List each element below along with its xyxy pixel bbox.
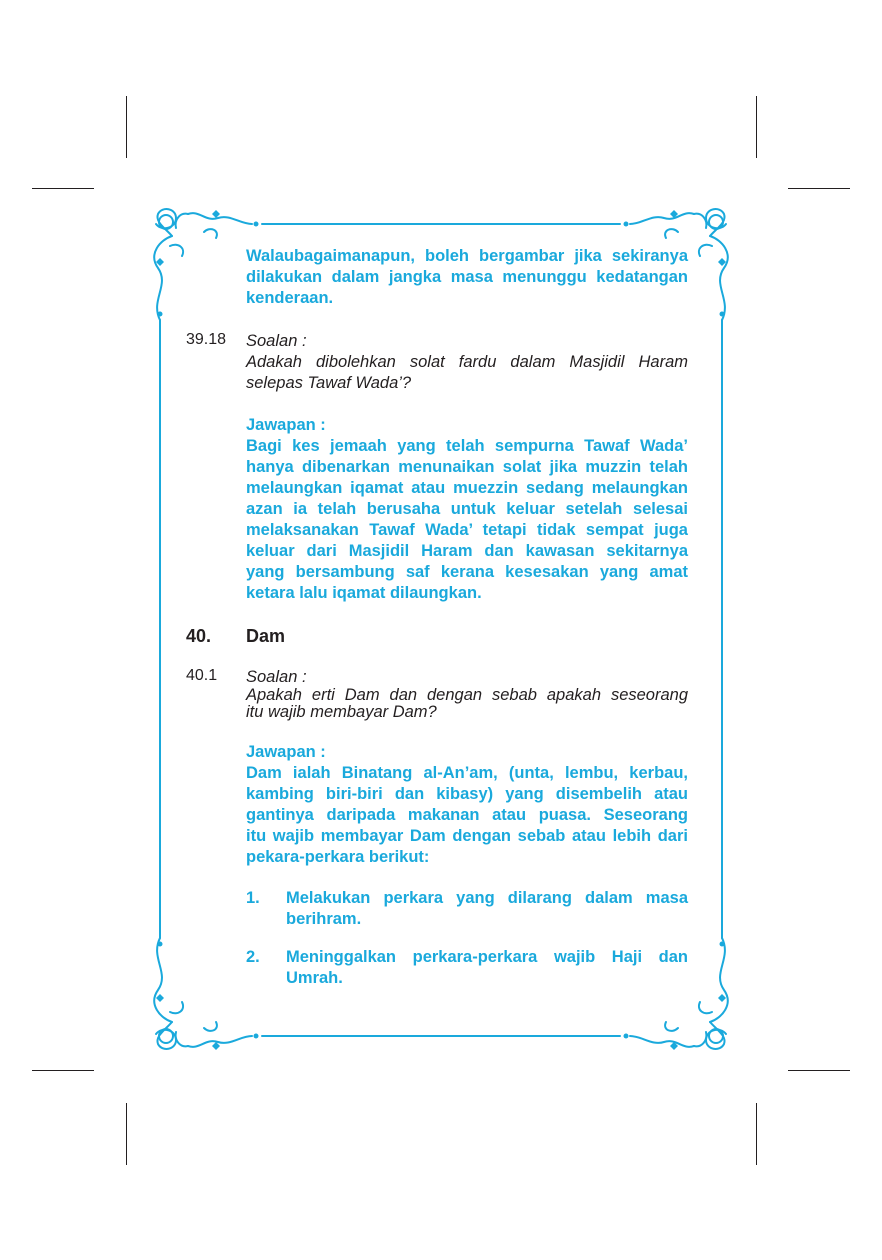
answer-line: pekara-perkara berikut:	[246, 848, 430, 866]
answer-line: yang bersambung saf kerana kesesakan yang amat	[246, 563, 688, 581]
list-item-line: Melakukan perkara yang dilarang dalam masa	[286, 889, 688, 907]
list-item-line: Meninggalkan perkara-perkara wajib Haji dan	[286, 948, 688, 966]
answer-line: melaungkan iqamat atau muezzin sedang melaungkan	[246, 479, 688, 497]
soalan-label: Soalan :	[246, 668, 307, 686]
crop-mark-bottom-left-h	[32, 1070, 94, 1071]
question-line: Apakah erti Dam dan dengan sebab apakah seseorang	[246, 686, 688, 704]
answer-line: Dam ialah Binatang al-An’am, (unta, lembu, kerbau,	[246, 764, 688, 782]
answer-line: azan ia telah berusaha untuk keluar setelah selesai	[246, 500, 688, 518]
answer-line: hanya dibenarkan menunaikan solat jika muzzin telah	[246, 458, 688, 476]
answer-line: melaksanakan Tawaf Wada’ tetapi tidak sempat juga	[246, 521, 688, 539]
answer-line: ketara lalu iqamat dilaungkan.	[246, 584, 482, 602]
crop-mark-bottom-right-v	[756, 1103, 757, 1165]
intro-line-1: Walaubagaimanapun, boleh bergambar jika sekiranya	[246, 247, 688, 265]
answer-line: gantinya daripada makanan atau puasa. Seseorang	[246, 806, 688, 824]
question-line: selepas Tawaf Wada’?	[246, 374, 412, 392]
question-number: 40.1	[186, 667, 218, 684]
answer-line: Bagi kes jemaah yang telah sempurna Tawaf Wada’	[246, 437, 688, 455]
answer-line: keluar dari Masjidil Haram dan kawasan sekitarnya	[246, 542, 688, 560]
crop-mark-top-right-h	[788, 188, 850, 189]
crop-mark-bottom-right-h	[788, 1070, 850, 1071]
crop-mark-top-left-v	[126, 96, 127, 158]
question-line: Adakah dibolehkan solat fardu dalam Masjidil Haram	[246, 353, 688, 371]
question-line: itu wajib membayar Dam?	[246, 703, 437, 721]
jawapan-label: Jawapan :	[246, 416, 326, 434]
crop-mark-top-left-h	[32, 188, 94, 189]
crop-mark-bottom-left-v	[126, 1103, 127, 1165]
list-item-line: Umrah.	[286, 969, 343, 987]
soalan-label: Soalan :	[246, 332, 307, 350]
crop-mark-top-right-v	[756, 96, 757, 158]
answer-line: itu wajib membayar Dam dengan sebab atau lebih dari	[246, 827, 688, 845]
list-item-line: berihram.	[286, 910, 362, 928]
jawapan-label: Jawapan :	[246, 743, 326, 761]
section-title: Dam	[246, 626, 286, 646]
list-item-number: 1.	[246, 889, 260, 907]
intro-line-2: dilakukan dalam jangka masa menunggu kedatangan	[246, 268, 688, 286]
section-number: 40.	[186, 626, 212, 646]
intro-line-3: kenderaan.	[246, 289, 334, 307]
question-number: 39.18	[186, 331, 227, 348]
answer-line: kambing biri-biri dan kibasy) yang disembelih atau	[246, 785, 688, 803]
list-item-number: 2.	[246, 948, 260, 966]
